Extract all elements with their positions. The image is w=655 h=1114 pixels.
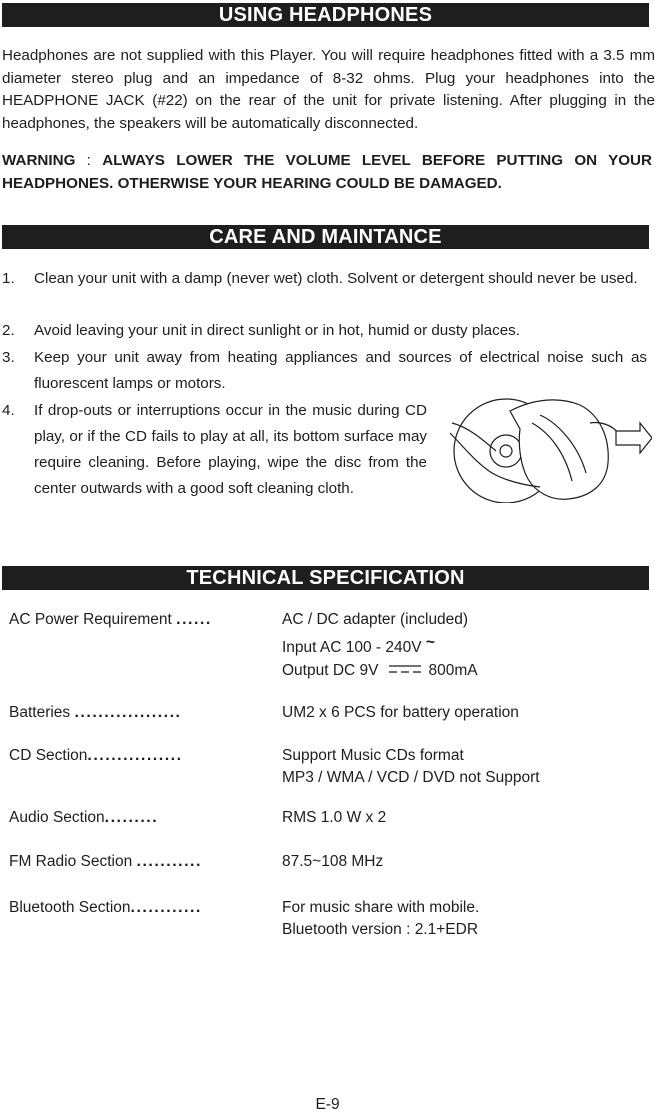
care-item-text: Keep your unit away from heating appliances and sources of electrical noise such as fluorescent lamps or motors. xyxy=(34,349,647,392)
spec-value-bluetooth-version: Bluetooth version : 2.1+EDR xyxy=(282,921,479,938)
leader-dots: ............ xyxy=(130,899,202,916)
spec-value-bluetooth-share: For music share with mobile. xyxy=(282,899,480,916)
warning-block xyxy=(2,150,652,195)
leader-dots: ........... xyxy=(136,853,202,870)
warning-text: ALWAYS LOWER THE VOLUME LEVEL BEFORE PUTTING ON YOUR HEADPHONES. OTHERWISE YOUR HEARING COULD BE DAMAGED. xyxy=(2,152,652,192)
spec-label-text: Bluetooth Section xyxy=(9,899,131,916)
care-item-3 xyxy=(2,345,647,397)
section-heading-care: CARE AND MAINTANCE xyxy=(2,225,649,249)
spec-label-fm-radio xyxy=(9,851,202,873)
spec-label-batteries xyxy=(9,702,182,724)
section-heading-specs: TECHNICAL SPECIFICATION xyxy=(2,566,649,590)
spec-label-text: Batteries xyxy=(9,704,71,721)
care-item-4 xyxy=(2,398,427,502)
spec-label-audio-section xyxy=(9,807,158,829)
dc-current-icon xyxy=(389,664,421,674)
warning-label: WARNING xyxy=(2,152,76,169)
spec-label-bluetooth xyxy=(9,897,202,919)
spec-label-cd-section xyxy=(9,745,183,767)
spec-value-cd-format: Support Music CDs format xyxy=(282,747,464,764)
spec-label-ac-power xyxy=(9,609,212,631)
section-heading-headphones: USING HEADPHONES xyxy=(2,3,649,27)
leader-dots: .................. xyxy=(74,704,182,721)
care-item-number: 3. xyxy=(2,349,15,366)
spec-label-text: Audio Section xyxy=(9,809,105,826)
spec-value-audio: RMS 1.0 W x 2 xyxy=(282,809,387,826)
care-item-text: If drop-outs or interruptions occur in the music during CD play, or if the CD fails to play at all, its bottom surface may require cleaning. Before playing, wipe the disc from the center outwards with a good soft cleaning cloth. xyxy=(34,402,427,497)
spec-value-ac-adapter: AC / DC adapter (included) xyxy=(282,611,469,628)
spec-value-batteries: UM2 x 6 PCS for battery operation xyxy=(282,704,519,721)
cd-cleaning-illustration xyxy=(440,393,652,503)
spec-value-input-ac xyxy=(282,634,435,659)
care-item-text: Clean your unit with a damp (never wet) cloth. Solvent or detergent should never be used. xyxy=(34,270,638,287)
spec-label-text: FM Radio Section xyxy=(9,853,133,870)
spec-value-text: 800mA xyxy=(428,662,478,679)
spec-label-text: AC Power Requirement xyxy=(9,611,172,628)
warning-separator: : xyxy=(75,152,103,169)
spec-value-text: Output DC 9V xyxy=(282,662,379,679)
care-item-1 xyxy=(2,266,647,292)
spec-value-output-dc xyxy=(282,660,478,682)
spec-value-text: Input AC 100 - 240V xyxy=(282,639,422,656)
spec-value-fm-radio: 87.5~108 MHz xyxy=(282,853,384,870)
care-item-number: 4. xyxy=(2,402,15,419)
care-item-number: 2. xyxy=(2,322,15,339)
leader-dots: ................ xyxy=(87,747,183,764)
spec-label-text: CD Section xyxy=(9,747,88,764)
ac-tilde-symbol: ~ xyxy=(425,634,435,651)
care-item-number: 1. xyxy=(2,270,15,287)
spec-value-cd-not-support: MP3 / WMA / VCD / DVD not Support xyxy=(282,769,540,786)
leader-dots: ......... xyxy=(104,809,159,826)
care-item-2 xyxy=(2,318,647,344)
headphones-paragraph: Headphones are not supplied with this Player. You will require headphones fitted with a 3.5 mm diameter stereo plug and an impedance of 8-32 ohms. Plug your headphones into the HEADPHONE JACK (#22) on the rear of the unit for private listening. After plugging in the headphones, the speakers will be automatically disconnected. xyxy=(2,47,655,132)
page-number: E-9 xyxy=(315,1096,340,1113)
leader-dots: ...... xyxy=(176,611,212,628)
care-item-text: Avoid leaving your unit in direct sunlight or in hot, humid or dusty places. xyxy=(34,322,520,339)
